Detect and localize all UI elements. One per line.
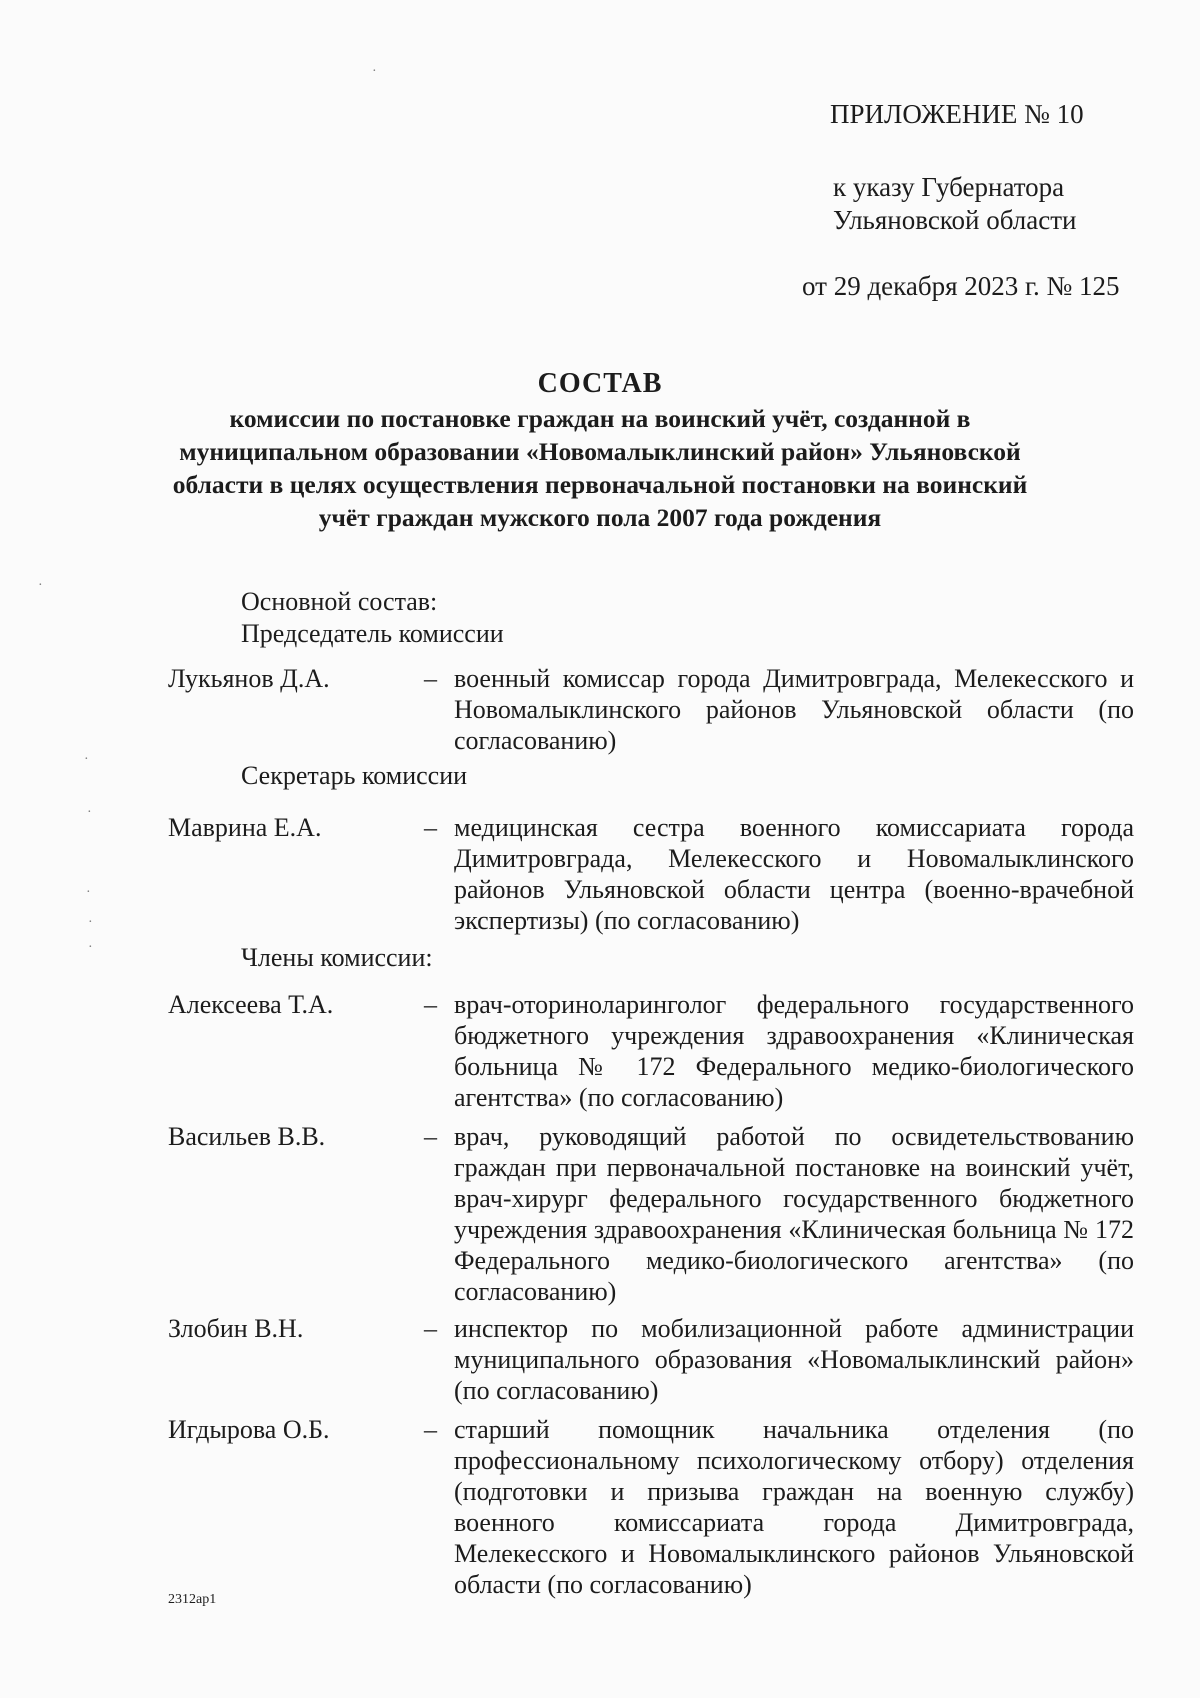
section-chair: Председатель комиссии	[241, 619, 504, 648]
member-name: Маврина Е.А.	[168, 813, 322, 842]
member-entry	[168, 812, 1150, 936]
appendix-title: ПРИЛОЖЕНИЕ № 10	[830, 99, 1084, 129]
scan-speck: ·	[88, 915, 93, 930]
member-entry	[168, 1414, 1150, 1600]
scan-speck: ·	[87, 805, 92, 820]
section-main-composition: Основной состав:	[241, 587, 438, 616]
member-name: Игдырова О.Б.	[168, 1415, 330, 1444]
member-entry	[168, 1121, 1150, 1307]
member-dash: –	[424, 813, 437, 842]
member-role: старший помощник начальника отделения (по профессиональному психологическому отбору) отделения (подготовки и призыва граждан на военную службу) военного комиссариата города Димитровграда, Мелекесского и Новомалыклинского районов Ульяновской области (по согласованию)	[454, 1415, 1134, 1599]
member-dash: –	[424, 990, 437, 1019]
member-role: врач, руководящий работой по освидетельствованию граждан при первоначальной постановке на воинский учёт, врач-хирург федерального государственного бюджетного учреждения здравоохранения «Клиническая больница № 172 Федерального медико-биологического агентства» (по согласованию)	[454, 1122, 1134, 1306]
section-members: Члены комиссии:	[241, 943, 433, 972]
member-name: Злобин В.Н.	[168, 1314, 304, 1343]
document-title: СОСТАВ	[537, 368, 663, 399]
member-dash: –	[424, 1314, 437, 1343]
member-role: инспектор по мобилизационной работе администрации муниципального образования «Новомалыклинский район» (по согласованию)	[454, 1314, 1134, 1405]
decree-date-number: от 29 декабря 2023 г. № 125	[802, 271, 1120, 301]
member-entry	[168, 989, 1150, 1113]
document-code: 2312ap1	[168, 1592, 217, 1607]
section-secretary: Секретарь комиссии	[241, 761, 468, 790]
document-subtitle: комиссии по постановке граждан на воинский учёт, созданной в муниципальном образовании «Новомалыклинский район» Ульяновской области в целях осуществления первоначальной постановки на воинский учёт граждан мужского пола 2007 года рождения	[172, 404, 1028, 532]
member-role: врач-оториноларинголог федерального государственного бюджетного учреждения здравоохранения «Клиническая больница № 172 Федерального медико-биологического агентства» (по согласованию)	[454, 990, 1134, 1112]
member-dash: –	[424, 1415, 437, 1444]
member-dash: –	[424, 664, 437, 693]
member-entry	[168, 1313, 1150, 1406]
member-dash: –	[424, 1122, 437, 1151]
scan-speck: ·	[372, 64, 377, 79]
decree-line-1: к указу Губернатора	[833, 172, 1065, 202]
scan-speck: ·	[88, 940, 93, 955]
decree-reference	[833, 171, 1077, 237]
scan-speck: ·	[84, 752, 89, 767]
decree-line-2: Ульяновской области	[833, 205, 1077, 235]
member-name: Алексеева Т.А.	[168, 990, 334, 1019]
scan-speck: ·	[38, 578, 43, 593]
member-entry	[168, 663, 1150, 756]
member-role: военный комиссар города Димитровграда, Мелекесского и Новомалыклинского районов Ульяновской области (по согласованию)	[454, 664, 1134, 755]
member-name: Васильев В.В.	[168, 1122, 326, 1151]
member-role: медицинская сестра военного комиссариата города Димитровграда, Мелекесского и Новомалыклинского районов Ульяновской области центра (военно-врачебной экспертизы) (по согласованию)	[454, 813, 1134, 935]
member-name: Лукьянов Д.А.	[168, 664, 330, 693]
scan-speck: ·	[86, 885, 91, 900]
